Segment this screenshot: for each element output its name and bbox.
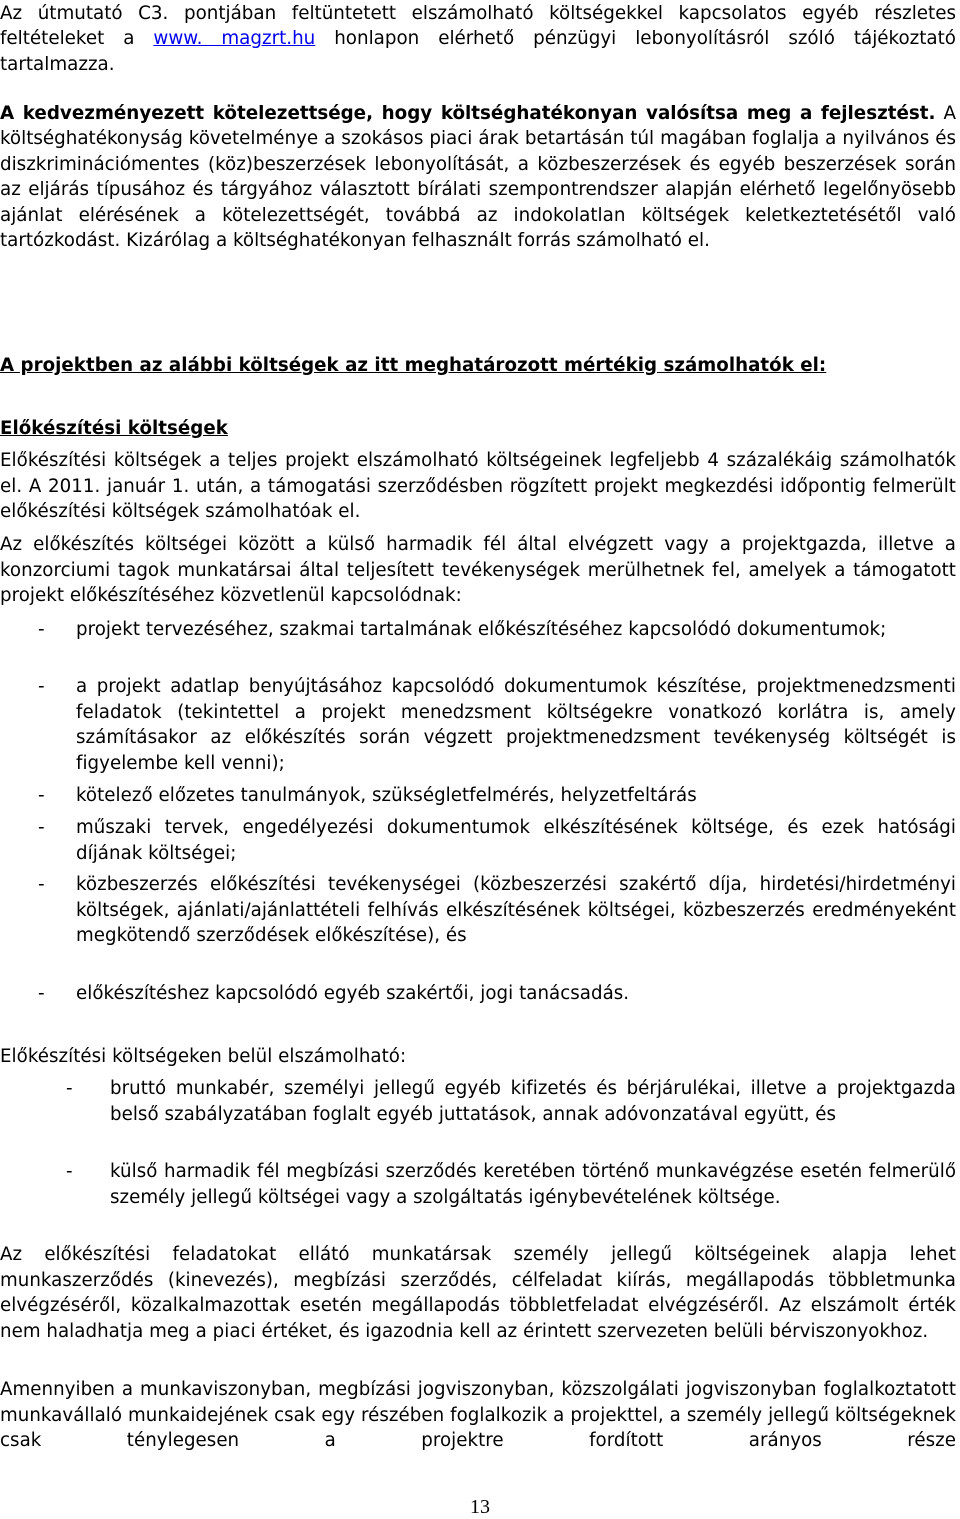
list-dash: - [38, 983, 45, 1004]
list-item: projekt tervezéséhez, szakmai tartalmának előkészítéséhez kapcsolódó dokumentumok; [76, 619, 887, 640]
intro-text-end: honlapon elérhető pénzügyi lebonyolításról szóló tájékoztató tartalmazza. [0, 28, 956, 75]
list-item: kötelező előzetes tanulmányok, szükségletfelmérés, helyzetfeltárás [76, 785, 697, 806]
paragraph-4: Az előkészítési feladatokat ellátó munkatársak személy jellegű költségeinek alapja lehet munkaszerződés (kinevezés), megbízási szerződés, célfeladat kiírás, megállapodás többletmunka elvégzéséről, közalkalmazottak esetén megállapodás többletfeladat elvégzéséről. Az elszámolt érték nem haladhatja meg a piaci értéket, és igazodnia kell az érintett szervezeten belüli bérviszonyokhoz. [0, 1244, 956, 1343]
paragraph-2: Az előkészítés költségei között a külső harmadik fél által elvégzett vagy a projektgazda, illetve a konzorciumi tagok munkatársai által teljesített tevékenységek merülhetnek fel, amelyek a támogatott projekt előkészítéséhez közvetlenül kapcsolódnak: [0, 534, 956, 607]
paragraph-3: Előkészítési költségeken belül elszámolható: [0, 1046, 407, 1067]
list-item: műszaki tervek, engedélyezési dokumentumok elkészítésének költsége, és ezek hatósági díjának költségei; [76, 817, 956, 864]
website-link[interactable]: www. magzrt.hu [153, 28, 316, 50]
list-item: előkészítéshez kapcsolódó egyéb szakértői, jogi tanácsadás. [76, 983, 630, 1004]
list-item: közbeszerzés előkészítési tevékenységei (közbeszerzési szakértő díja, hirdetési/hirdetményi költségek, ajánlati/ajánlattételi felhívás elkészítésének költségei, közbeszerzés eredményeként megkötendő szerződések előkészítése), és [76, 874, 956, 947]
intro-paragraph [0, 1, 956, 77]
list-dash: - [66, 1078, 73, 1099]
list-item: külső harmadik fél megbízási szerződés keretében történő munkavégzése esetén felmerülő személy jellegű költségei vagy a szolgáltatás igénybevételének költsége. [110, 1161, 956, 1208]
list-dash: - [66, 1161, 73, 1182]
list-dash: - [38, 619, 45, 640]
obligation-bold-statement: A kedvezményezett kötelezettsége, hogy költséghatékonyan valósítsa meg a fejlesztést. [0, 103, 936, 124]
paragraph-1: Előkészítési költségek a teljes projekt elszámolható költségeinek legfeljebb 4 százalékáig számolhatók el. A 2011. január 1. után, a támogatási szerződésben rögzített projekt megkezdési időpontig felmerült előkészítési költségek számolhatóak el. [0, 450, 956, 523]
list-dash: - [38, 676, 45, 697]
list-dash: - [38, 817, 45, 838]
page-number: 13 [470, 1496, 490, 1518]
intro-text-start: Az útmutató C3. pontjában feltüntetett elszámolható költségekkel kapcsolatos egyéb részletes feltételeket a [0, 3, 956, 50]
sub-heading: Előkészítési költségek [0, 418, 228, 439]
obligation-paragraph [0, 101, 956, 253]
list-item: a projekt adatlap benyújtásához kapcsolódó dokumentumok készítése, projektmenedzsmenti feladatok (tekintettel a projekt menedzsment költségekre vonatkozó korlátra is, amely számításakor az előkészítés során végzett projektmenedzsment tevékenység költségét is figyelembe kell venni); [76, 676, 956, 775]
list-item: bruttó munkabér, személyi jellegű egyéb kifizetés és bérjárulékai, illetve a projektgazda belső szabályzatában foglalt egyéb juttatások, annak adóvonzatával együtt, és [110, 1078, 956, 1125]
paragraph-5: Amennyiben a munkaviszonyban, megbízási jogviszonyban, közszolgálati jogviszonyban foglalkoztatott munkavállaló munkaidejének csak egy részében foglalkozik a projekttel, a személy jellegű költségeknek csak ténylegesen a projektre fordított arányos része [0, 1379, 956, 1452]
list-dash: - [38, 785, 45, 806]
section-heading: A projektben az alábbi költségek az itt meghatározott mértékig számolhatók el: [0, 355, 827, 376]
obligation-text: A költséghatékonyság követelménye a szokásos piaci árak betartásán túl magában foglalja a nyilvános és diszkriminációmentes (köz)beszerzések lebonyolítását, a közbeszerzések és egyéb beszerzések során az eljárás típusához és tárgyához választott bírálati szempontrendszer alapján elérhető legelőnyösebb ajánlat elérésének a kötelezettségét, továbbá az indokolatlan költségek keletkeztetésétől való tartózkodást. Kizárólag a költséghatékonyan felhasznált forrás számolható el. [0, 103, 956, 252]
list-dash: - [38, 874, 45, 895]
